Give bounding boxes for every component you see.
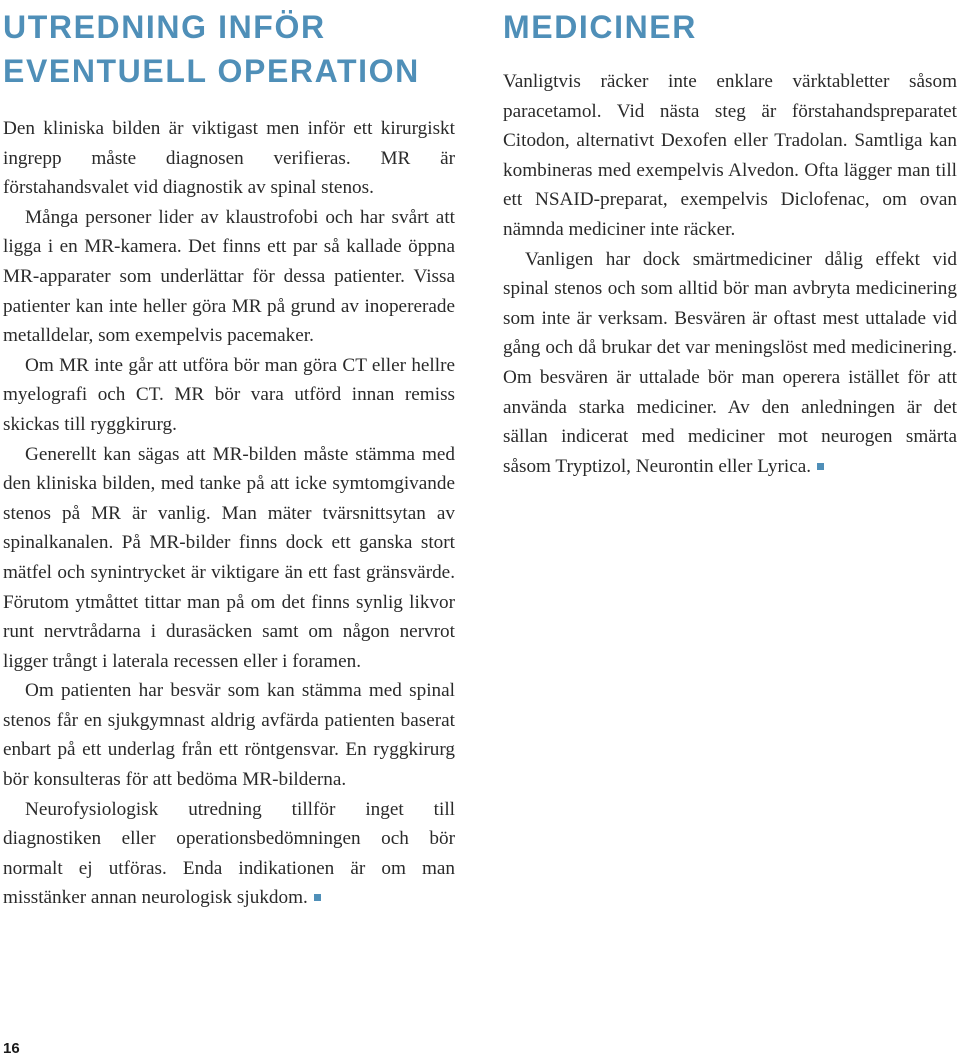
end-square-icon [817, 463, 824, 470]
paragraph-text: Neurofysiologisk utredning tillför inget till diagnostiken eller operationsbedömningen och bör normalt ej utföras. Enda indikationen är om man misstänker annan neurologisk sjukdom. [3, 798, 455, 909]
paragraph: Många personer lider av klaustrofobi och har svårt att ligga i en MR-kamera. Det finns ett par så kallade öppna MR-apparater som underlättar för dessa patienter. Vissa patienter kan inte heller göra MR på grund av inopererade metalldelar, som exempelvis pacemaker. [3, 206, 455, 347]
right-body-text [503, 67, 957, 481]
paragraph-last [503, 245, 957, 482]
end-square-icon [314, 894, 321, 901]
page-number: 16 [3, 1040, 20, 1057]
paragraph: Den kliniska bilden är viktigast men inför ett kirurgiskt ingrepp måste diagnosen verifieras. MR är förstahandsvalet vid diagnostik av spinal stenos. [3, 118, 455, 199]
section-heading-utredning: UTREDNING INFÖR EVENTUELL OPERATION [3, 9, 420, 89]
paragraph: Generellt kan sägas att MR-bilden måste stämma med den kliniska bilden, med tanke på att icke symtomgivande stenos på MR är vanlig. Man mäter tvärsnittsytan av spinalkanalen. På MR-bilder finns dock ett ganska stort mätfel och synintrycket är viktigare än ett fast gränsvärde. Förutom ytmåttet tittar man på om det finns synlig likvor runt nervtrådarna i durasäcken samt om någon nervrot ligger trångt i laterala recessen eller i foramen. [3, 443, 455, 672]
paragraph-last [3, 795, 455, 913]
right-column [503, 0, 957, 481]
left-column [3, 0, 455, 913]
left-body-text [3, 114, 455, 913]
paragraph: Vanligtvis räcker inte enklare värktabletter såsom paracetamol. Vid nästa steg är förstahandspreparatet Citodon, alternativt Dexofen eller Tradolan. Samtliga kan kombineras med exempelvis Alvedon. Ofta lägger man till ett NSAID-preparat, exempelvis Diclofenac, om ovan nämnda mediciner inte räcker. [503, 71, 957, 240]
paragraph: Om patienten har besvär som kan stämma med spinal stenos får en sjukgymnast aldrig avfärda patienten baserat enbart på ett underlag från ett röntgensvar. En ryggkirurg bör konsulteras för att bedöma MR-bilderna. [3, 680, 455, 791]
section-heading-mediciner: MEDICINER [503, 9, 697, 45]
paragraph-text: Vanligen har dock smärtmediciner dålig effekt vid spinal stenos och som alltid bör man avbryta medicinering som inte är verksam. Besvären är oftast mest uttalade vid gång och då brukar det var meningslöst med medicinering. Om besvären är uttalade bör man operera istället för att använda starka mediciner. Av den anledningen är det sällan indicerat med mediciner mot neurogen smärta såsom Tryptizol, Neurontin eller Lyrica. [503, 248, 957, 477]
paragraph: Om MR inte går att utföra bör man göra CT eller hellre myelografi och CT. MR bör vara utförd innan remiss skickas till ryggkirurg. [3, 354, 455, 435]
